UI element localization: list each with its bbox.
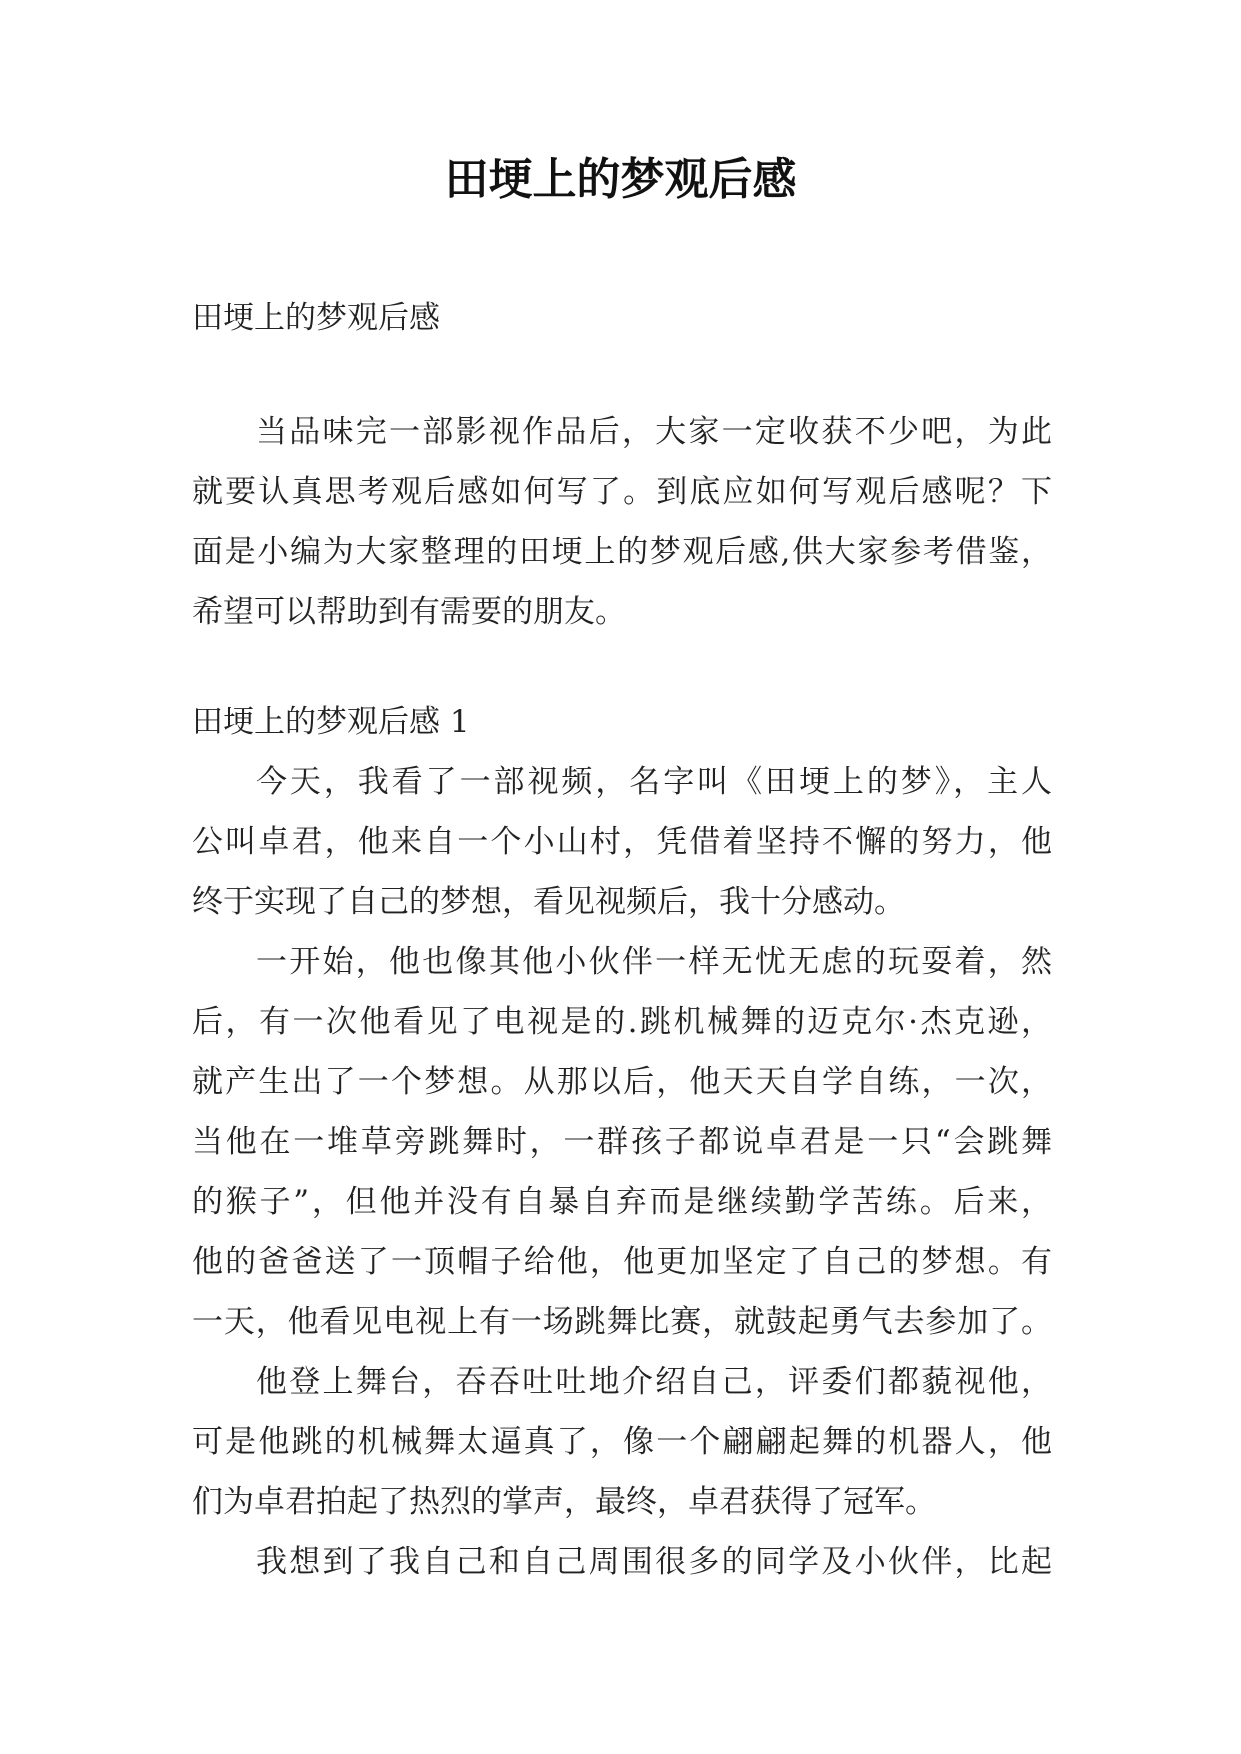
paragraph-line: 终于实现了自己的梦想，看见视频后，我十分感动。 — [192, 884, 905, 920]
paragraph-3 — [192, 1352, 1052, 1532]
section-heading: 田埂上的梦观后感 1 — [192, 704, 470, 740]
document-body — [192, 288, 1052, 1592]
paragraph-line: 的猴子”，但他并没有自暴自弃而是继续勤学苦练。后来， — [192, 1184, 1052, 1220]
intro-paragraph — [192, 402, 1052, 642]
paragraph-line: 一开始，他也像其他小伙伴一样无忧无虑的玩耍着，然 — [256, 944, 1052, 980]
paragraph-line: 公叫卓君，他来自一个小山村，凭借着坚持不懈的努力，他 — [192, 824, 1052, 860]
paragraph-line: 当他在一堆草旁跳舞时，一群孩子都说卓君是一只“会跳舞 — [192, 1124, 1052, 1160]
paragraph-line: 后，有一次他看见了电视是的.跳机械舞的迈克尔·杰克逊， — [192, 1004, 1052, 1040]
paragraph-line: 我想到了我自己和自己周围很多的同学及小伙伴，比起 — [256, 1544, 1052, 1580]
paragraph-line: 就要认真思考观后感如何写了。到底应如何写观后感呢？下 — [192, 474, 1052, 510]
paragraph-2 — [192, 932, 1052, 1352]
paragraph-line: 面是小编为大家整理的田埂上的梦观后感,供大家参考借鉴， — [192, 534, 1052, 570]
paragraph-1 — [192, 752, 1052, 932]
paragraph-line: 今天，我看了一部视频，名字叫《田埂上的梦》，主人 — [256, 764, 1052, 800]
paragraph-4 — [192, 1532, 1052, 1592]
paragraph-line: 一天，他看见电视上有一场跳舞比赛，就鼓起勇气去参加了。 — [192, 1304, 1052, 1340]
paragraph-line: 他登上舞台，吞吞吐吐地介绍自己，评委们都藐视他， — [256, 1364, 1052, 1400]
page-title: 田埂上的梦观后感 — [444, 154, 797, 205]
paragraph-line: 当品味完一部影视作品后，大家一定收获不少吧，为此 — [256, 414, 1052, 450]
paragraph-line: 就产生出了一个梦想。从那以后，他天天自学自练，一次， — [192, 1064, 1052, 1100]
paragraph-line: 他的爸爸送了一顶帽子给他，他更加坚定了自己的梦想。有 — [192, 1244, 1052, 1280]
subtitle: 田埂上的梦观后感 — [192, 300, 440, 336]
paragraph-line: 们为卓君拍起了热烈的掌声，最终，卓君获得了冠军。 — [192, 1484, 936, 1520]
paragraph-line: 希望可以帮助到有需要的朋友。 — [192, 594, 626, 630]
paragraph-line: 可是他跳的机械舞太逼真了，像一个翩翩起舞的机器人，他 — [192, 1424, 1052, 1460]
